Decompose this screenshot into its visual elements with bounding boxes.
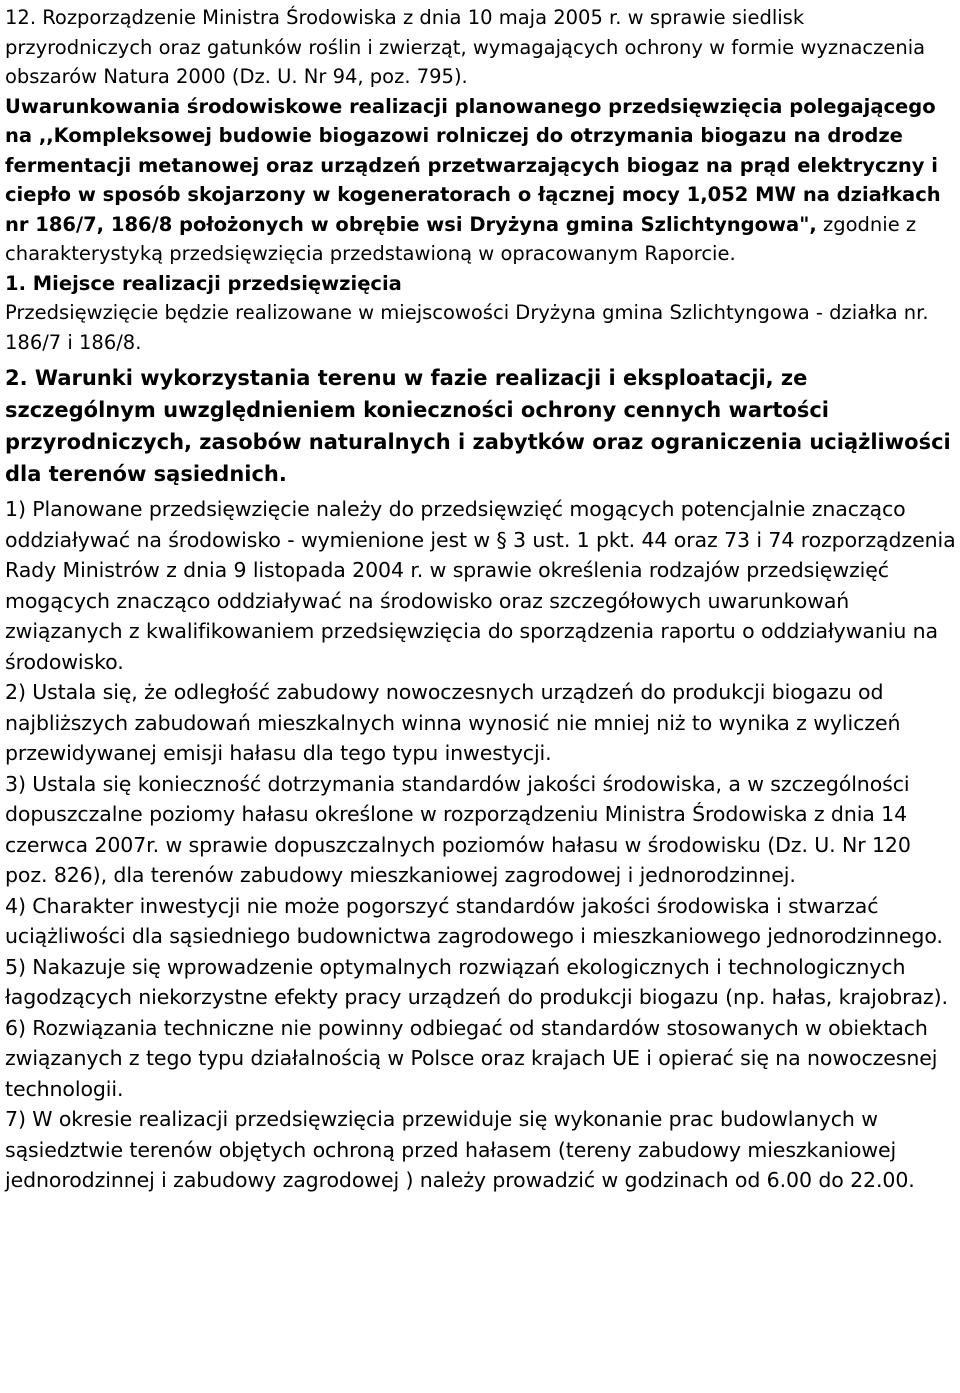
section-1-text: Przedsięwzięcie będzie realizowane w miejscowości Dryżyna gmina Szlichtyngowa - działka nr. 186/7 i 186/8. [5,301,929,354]
list-item: 3) Ustala się konieczność dotrzymania standardów jakości środowiska, a w szczególności dopuszczalne poziomy hałasu określone w rozporządzeniu Ministra Środowiska z dnia 14 czerwca 2007r. w sprawie dopuszczalnych poziomów hałasu w środowisku (Dz. U. Nr 120 poz. 826), dla terenów zabudowy mieszkaniowej zagrodowej i jednorodzinnej. [5,771,911,887]
list-item: 7) W okresie realizacji przedsięwzięcia przewiduje się wykonanie prac budowlanych w sąsiedztwie terenów objętych ochroną przed hałasem (tereny zabudowy mieszkaniowej jednorodzinnej i zabudowy zagrodowej ) należy prowadzić w godzinach od 6.00 do 22.00. [5,1107,915,1192]
regulation-reference: 12. Rozporządzenie Ministra Środowiska z dnia 10 maja 2005 r. w sprawie siedlisk przyrodniczych oraz gatunków roślin i zwierząt, wymagających ochrony w formie wyznaczenia obszarów Natura 2000 (Dz. U. Nr 94, poz. 795). [5,6,926,88]
list-item: 5) Nakazuje się wprowadzenie optymalnych rozwiązań ekologicznych i technologicznych łagodzących niekorzystne efekty pracy urządzeń do produkcji biogazu (np. hałas, krajobraz). [5,954,948,1009]
conditions-title: Uwarunkowania środowiskowe realizacji planowanego przedsięwzięcia polegającego na ,,Kompleksowej budowie biogazowi rolniczej do otrzymania biogazu na drodze fermentacji metanowej oraz urządzeń przetwarzających biogaz na prąd elektryczny i ciepło w sposób skojarzony w kogeneratorach o łącznej mocy 1,052 MW na działkach nr 186/7, 186/8 położonych w obrębie wsi Dryżyna gmina Szlichtyngowa", [5,94,941,236]
conditions-paragraph [5,92,957,269]
document-intro [5,3,957,357]
document-page [5,3,957,1196]
list-item: 1) Planowane przedsięwzięcie należy do przedsięwzięć mogących potencjalnie znacząco oddziaływać na środowisko - wymienione jest w § 3 ust. 1 pkt. 44 oraz 73 i 74 rozporządzenia Rady Ministrów z dnia 9 listopada 2004 r. w sprawie określenia rodzajów przedsięwzięć mogących znacząco oddziaływać na środowisko oraz szczegółowych uwarunkowań związanych z kwalifikowaniem przedsięwzięcia do sporządzenia raportu o oddziaływaniu na środowisko. [5,497,956,674]
list-item: 6) Rozwiązania techniczne nie powinny odbiegać od standardów stosowanych w obiektach związanych z tego typu działalnością w Polsce oraz krajach UE i opierać się na nowoczesnej technologii. [5,1015,938,1101]
section-1-heading: 1. Miejsce realizacji przedsięwzięcia [5,271,402,295]
conditions-list [5,494,957,1196]
list-item: 4) Charakter inwestycji nie może pogorszyć standardów jakości środowiska i stwarzać uciążliwości dla sąsiedniego budownictwa zagrodowego i mieszkaniowego jednorodzinnego. [5,893,943,948]
section-2-heading: 2. Warunki wykorzystania terenu w fazie realizacji i eksploatacji, ze szczególnym uwzględnieniem konieczności ochrony cennych wartości przyrodniczych, zasobów naturalnych i zabytków oraz ograniczenia uciążliwości dla terenów sąsiednich. [5,366,951,486]
list-item: 2) Ustala się, że odległość zabudowy nowoczesnych urządzeń do produkcji biogazu od najbliższych zabudowań mieszkalnych winna wynosić nie mniej niż to wynika z wyliczeń przewidywanej emisji hałasu dla tego typu inwestycji. [5,680,901,765]
conditions-title-tail: zgodnie z charakterystyką przedsięwzięcia przedstawioną w opracowanym Raporcie. [5,212,917,265]
